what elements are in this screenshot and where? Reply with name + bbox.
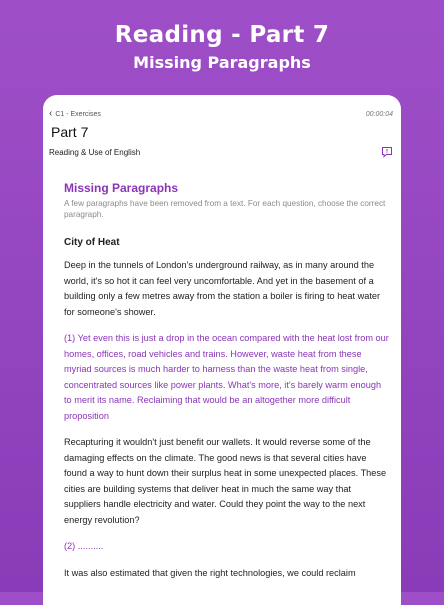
hero-banner bbox=[0, 20, 444, 74]
paragraph: Recapturing it wouldn't just benefit our wallets. It would reverse some of the damaging effects on the climate. The good news is that several cities have found a way to hunt down their surplus heat in some unexpected places. These cities are building systems that deliver heat in much the same way that suppliers handle electricity and water. Could they point the way to the next energy revolution? bbox=[64, 437, 387, 525]
back-button[interactable] bbox=[49, 109, 101, 119]
page-title: Part 7 bbox=[51, 124, 89, 140]
instructions: A few paragraphs have been removed from a text. For each question, choose the correct paragraph. bbox=[64, 199, 386, 219]
timer: 00:00:04 bbox=[365, 110, 393, 118]
back-label: C1 - Exercises bbox=[55, 110, 101, 118]
chevron-left-icon: ‹ bbox=[49, 108, 53, 119]
article-title: City of Heat bbox=[64, 237, 120, 248]
paragraph: It was also estimated that given the right technologies, we could reclaim bbox=[64, 567, 356, 578]
page-subtitle: Reading & Use of English bbox=[49, 147, 141, 157]
answer-gap-2[interactable]: (2) .......... bbox=[64, 541, 104, 551]
comment-icon[interactable] bbox=[381, 146, 393, 158]
section-title: Missing Paragraphs bbox=[64, 181, 179, 195]
subtitle-row bbox=[49, 146, 393, 158]
answer-gap-1[interactable]: (1) Yet even this is just a drop in the ocean compared with the heat lost from our homes, offices, road vehicles and trains. However, waste heat from these myriad sources is much harder to harness than the waste heat from single, concentrated sources like power plants. What's more, it's barely warm enough to merit its name. Reclaiming that would be an altogether more difficult proposition bbox=[64, 333, 389, 421]
nav-bar bbox=[49, 108, 393, 120]
hero-subtitle: Missing Paragraphs bbox=[133, 53, 311, 72]
reading-content bbox=[64, 180, 389, 581]
hero-title: Reading - Part 7 bbox=[114, 22, 330, 48]
paragraph: Deep in the tunnels of London's underground railway, as in many around the world, it's so hot it can feel very uncomfortable. And yet in the basement of a building only a few metres away from the station a boiler is firing to heat water for someone's shower. bbox=[64, 260, 381, 317]
app-screen bbox=[43, 95, 401, 605]
